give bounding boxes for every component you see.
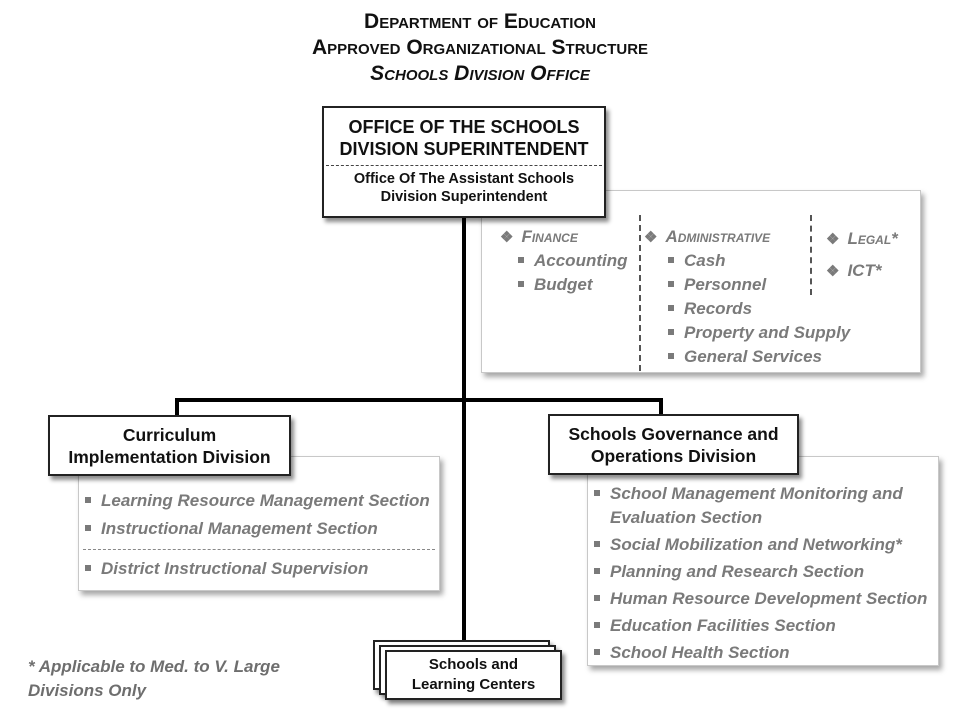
diamond-bullet-icon: ❖ bbox=[826, 263, 840, 280]
administrative-heading: ❖ Administrative bbox=[644, 227, 771, 246]
admin-item: Cash bbox=[668, 251, 726, 271]
trunk-line bbox=[462, 216, 466, 648]
schools-learning-centers-box bbox=[385, 650, 562, 700]
schools-title-2: Learning Centers bbox=[411, 676, 536, 693]
cid-section-item: Learning Resource Management Section bbox=[85, 491, 430, 511]
cid-title-1: Curriculum bbox=[122, 425, 217, 445]
dashed-separator bbox=[326, 165, 602, 166]
sgod-section-item: Education Facilities Section bbox=[594, 616, 836, 636]
footnote bbox=[28, 655, 280, 703]
sgod-section-item: School Management Monitoring and bbox=[594, 484, 903, 504]
assistant-title-1: Office Of The Assistant Schools bbox=[353, 171, 575, 187]
footnote-line-2: Divisions Only bbox=[28, 681, 147, 700]
header-line-2: Approved Organizational Structure bbox=[311, 36, 649, 59]
diamond-bullet-icon: ❖ bbox=[644, 229, 658, 246]
dashed-divider bbox=[639, 215, 641, 371]
finance-item: Budget bbox=[518, 275, 593, 295]
superintendent-office-box bbox=[322, 106, 606, 218]
branch-drop-left bbox=[175, 398, 179, 416]
sgod-section-item: School Health Section bbox=[594, 643, 789, 663]
superintendent-title-2: DIVISION SUPERINTENDENT bbox=[339, 139, 589, 159]
diamond-bullet-icon: ❖ bbox=[500, 229, 514, 246]
sgod-sections-panel bbox=[587, 456, 939, 666]
finance-item: Accounting bbox=[518, 251, 628, 271]
admin-item: Personnel bbox=[668, 275, 766, 295]
admin-item: General Services bbox=[668, 347, 822, 367]
cid-title-2: Implementation Division bbox=[68, 447, 271, 467]
finance-heading: ❖ Finance bbox=[500, 227, 578, 246]
cid-section-item: Instructional Management Section bbox=[85, 519, 378, 539]
sgod-division-box bbox=[548, 414, 799, 475]
footnote-line-1: * Applicable to Med. to V. Large bbox=[28, 657, 280, 676]
dashed-separator bbox=[83, 549, 435, 550]
sgod-title-1: Schools Governance and bbox=[568, 424, 779, 444]
sgod-section-item: Planning and Research Section bbox=[594, 562, 864, 582]
schools-title-1: Schools and bbox=[428, 656, 519, 673]
header-line-1: Department of Education bbox=[364, 10, 596, 33]
superintendent-title-1: OFFICE OF THE SCHOOLS bbox=[348, 117, 580, 137]
assistant-title-2: Division Superintendent bbox=[380, 189, 548, 205]
admin-item: Property and Supply bbox=[668, 323, 850, 343]
dashed-divider bbox=[810, 215, 812, 295]
cid-sections-panel bbox=[78, 456, 440, 591]
sgod-title-2: Operations Division bbox=[590, 446, 757, 466]
header-line-3: Schools Division Office bbox=[370, 62, 590, 85]
legal-unit: ❖ Legal* bbox=[826, 229, 898, 248]
sgod-section-item: Social Mobilization and Networking* bbox=[594, 535, 902, 555]
sgod-section-item: Human Resource Development Section bbox=[594, 589, 927, 609]
admin-item: Records bbox=[668, 299, 752, 319]
branch-line bbox=[175, 398, 663, 402]
cid-division-box bbox=[48, 415, 291, 476]
ict-unit: ❖ ICT* bbox=[826, 261, 882, 280]
diamond-bullet-icon: ❖ bbox=[826, 231, 840, 248]
sgod-section-item-cont: Evaluation Section bbox=[610, 508, 763, 527]
cid-section-item: District Instructional Supervision bbox=[85, 559, 368, 579]
